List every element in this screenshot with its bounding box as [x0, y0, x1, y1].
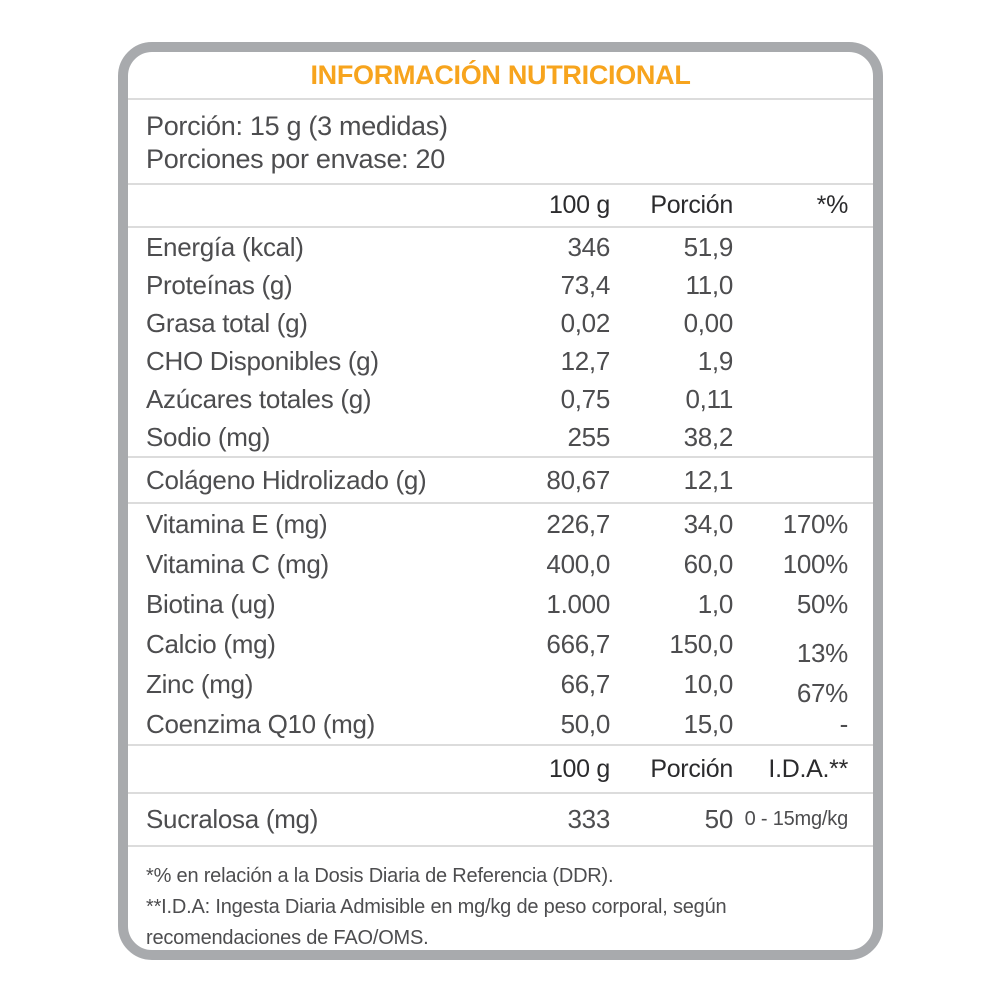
value-percent: 170%: [782, 508, 848, 539]
value-percent: 13%: [796, 637, 848, 668]
value-percent: -: [839, 708, 848, 739]
value-per100g: 400,0: [546, 548, 610, 579]
value-percent: 67%: [796, 677, 848, 708]
nutrient-label: Biotina (ug): [146, 588, 276, 619]
footnote-ddr: *% en relación a la Dosis Diaria de Referencia (DDR).: [146, 865, 614, 887]
nutrient-label: Sodio (mg): [146, 421, 271, 452]
value-portion: 15,0: [683, 708, 733, 739]
value-per100g: 255: [567, 421, 610, 452]
page-title: INFORMACIÓN NUTRICIONAL: [310, 59, 691, 90]
table-row-sucralosa: [128, 794, 873, 847]
footnotes: [128, 847, 873, 954]
macronutrients-section: [128, 228, 873, 458]
title-band: [128, 52, 873, 100]
table-row-colageno: [128, 458, 873, 504]
nutrient-label: Coenzima Q10 (mg): [146, 708, 375, 739]
table-row-zinc: [128, 664, 873, 708]
value-portion: 0,11: [685, 383, 733, 414]
footnote-ida: **I.D.A: Ingesta Diaria Admisible en mg/kg de peso corporal, según recomendaciones de FAO/OMS.: [146, 896, 727, 949]
table-row-sodio: [128, 418, 873, 456]
value-ida: 0 - 15mg/kg: [744, 808, 848, 830]
value-per100g: 80,67: [546, 464, 610, 495]
value-portion: 50: [704, 804, 733, 834]
serving-size: Porción: 15 g (3 medidas): [146, 111, 448, 141]
nutrient-label: Colágeno Hidrolizado (g): [146, 464, 427, 495]
value-portion: 1,0: [697, 588, 733, 619]
nutrient-label: Vitamina C (mg): [146, 548, 329, 579]
value-portion: 34,0: [683, 508, 733, 539]
nutrient-label: Calcio (mg): [146, 628, 276, 659]
value-percent: 50%: [796, 588, 848, 619]
value-per100g: 346: [567, 231, 610, 262]
value-portion: 150,0: [669, 628, 733, 659]
value-percent: 100%: [782, 548, 848, 579]
micronutrients-section: [128, 504, 873, 746]
table-row-vitamina-e: [128, 504, 873, 544]
value-portion: 51,9: [683, 231, 733, 262]
value-per100g: 12,7: [560, 345, 610, 376]
value-portion: 1,9: [697, 345, 733, 376]
servings-per-container: Porciones por envase: 20: [146, 144, 445, 174]
table-row-biotina: [128, 584, 873, 624]
table-row-proteinas: [128, 266, 873, 304]
nutrient-label: CHO Disponibles (g): [146, 345, 379, 376]
value-per100g: 666,7: [546, 628, 610, 659]
table-header-top: [128, 185, 873, 228]
nutrient-label: Energía (kcal): [146, 231, 304, 262]
header-percent: *%: [816, 191, 848, 219]
value-per100g: 333: [567, 804, 610, 834]
header-portion: Porción: [650, 754, 733, 783]
table-row-azucares: [128, 380, 873, 418]
nutrient-label: Vitamina E (mg): [146, 508, 328, 539]
nutrient-label: Grasa total (g): [146, 307, 308, 338]
value-per100g: 1.000: [546, 588, 610, 619]
value-portion: 12,1: [683, 464, 733, 495]
table-row-coenzima-q10: [128, 704, 873, 744]
value-per100g: 0,02: [560, 307, 610, 338]
header-per100g: 100 g: [548, 191, 610, 219]
value-per100g: 226,7: [546, 508, 610, 539]
table-row-energia: [128, 228, 873, 266]
value-per100g: 66,7: [560, 668, 610, 699]
table-row-calcio: [128, 624, 873, 668]
nutrient-label: Proteínas (g): [146, 269, 293, 300]
serving-info: [128, 100, 873, 185]
value-portion: 0,00: [683, 307, 733, 338]
table-row-cho: [128, 342, 873, 380]
value-per100g: 50,0: [560, 708, 610, 739]
value-portion: 38,2: [683, 421, 733, 452]
value-portion: 11,0: [685, 269, 733, 300]
value-portion: 60,0: [683, 548, 733, 579]
nutrient-label: Sucralosa (mg): [146, 804, 319, 834]
table-header-bottom: [128, 746, 873, 794]
value-per100g: 73,4: [560, 269, 610, 300]
table-row-vitamina-c: [128, 544, 873, 584]
nutrient-label: Azúcares totales (g): [146, 383, 372, 414]
nutrition-facts-label: [118, 42, 883, 960]
value-per100g: 0,75: [560, 383, 610, 414]
nutrient-label: Zinc (mg): [146, 668, 254, 699]
header-portion: Porción: [650, 191, 733, 219]
header-ida: I.D.A.**: [768, 754, 848, 783]
header-per100g: 100 g: [548, 754, 610, 783]
table-row-grasa: [128, 304, 873, 342]
value-portion: 10,0: [683, 668, 733, 699]
